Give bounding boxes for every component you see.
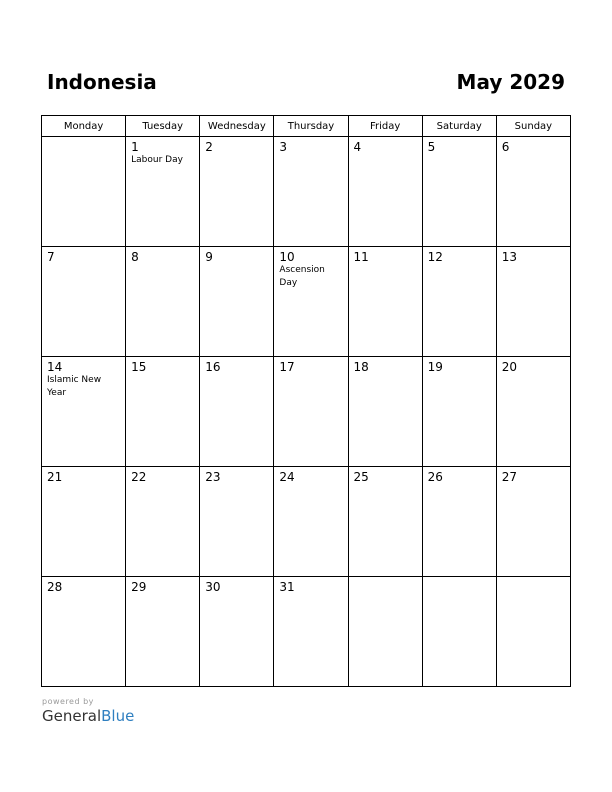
day-cell[interactable]	[274, 357, 348, 467]
day-cell[interactable]	[42, 467, 126, 577]
day-number: 26	[427, 470, 443, 484]
weekday-tuesday: Tuesday	[126, 116, 200, 137]
day-number: 20	[501, 360, 518, 374]
day-cell[interactable]	[126, 247, 200, 357]
weekday-header-row	[42, 116, 571, 137]
day-number: 10	[279, 250, 295, 264]
weekday-saturday: Saturday	[422, 116, 496, 137]
holiday-label: Ascension Day	[279, 265, 325, 288]
day-cell[interactable]	[200, 137, 274, 247]
day-cell[interactable]	[126, 357, 200, 467]
brand-general-text: General	[42, 707, 102, 725]
day-cell[interactable]	[496, 137, 570, 247]
weekday-friday: Friday	[348, 116, 422, 137]
day-number: 25	[353, 470, 369, 484]
day-number: 27	[501, 470, 518, 484]
day-cell[interactable]	[496, 247, 570, 357]
day-cell[interactable]	[348, 467, 422, 577]
weekday-wednesday: Wednesday	[200, 116, 274, 137]
day-number: 6	[501, 140, 510, 154]
day-cell[interactable]	[496, 467, 570, 577]
weekday-monday: Monday	[42, 116, 126, 137]
day-cell[interactable]	[126, 137, 200, 247]
day-cell[interactable]	[200, 247, 274, 357]
day-cell[interactable]	[200, 577, 274, 687]
day-cell	[496, 577, 570, 687]
day-number	[423, 577, 496, 580]
powered-by-label: powered by	[42, 697, 94, 706]
day-number: 15	[131, 360, 147, 374]
day-number: 16	[205, 360, 221, 374]
week-row	[42, 577, 571, 687]
day-number: 12	[427, 250, 443, 264]
weekday-sunday: Sunday	[496, 116, 570, 137]
day-cell[interactable]	[126, 467, 200, 577]
day-cell[interactable]	[274, 137, 348, 247]
week-row	[42, 467, 571, 577]
day-cell[interactable]	[200, 467, 274, 577]
day-number: 24	[279, 470, 295, 484]
week-row	[42, 357, 571, 467]
day-number: 5	[427, 140, 436, 154]
day-cell[interactable]	[422, 357, 496, 467]
calendar-header	[41, 70, 571, 100]
day-number: 4	[353, 140, 362, 154]
day-cell	[422, 577, 496, 687]
day-number: 9	[205, 250, 213, 264]
month-year-title: May 2029	[456, 70, 565, 94]
day-cell[interactable]	[274, 577, 348, 687]
day-cell[interactable]	[348, 247, 422, 357]
day-number: 31	[279, 580, 295, 594]
day-number: 7	[47, 250, 55, 264]
day-number: 23	[205, 470, 221, 484]
day-cell[interactable]	[274, 467, 348, 577]
day-number	[349, 577, 422, 580]
day-number: 22	[131, 470, 147, 484]
day-number: 29	[131, 580, 147, 594]
day-cell[interactable]	[422, 137, 496, 247]
day-number: 18	[353, 360, 369, 374]
holiday-label: Labour Day	[131, 155, 183, 165]
weekday-thursday: Thursday	[274, 116, 348, 137]
day-cell[interactable]	[42, 247, 126, 357]
day-number	[497, 577, 570, 580]
brand-blue-text: Blue	[101, 707, 135, 725]
day-number: 8	[131, 250, 139, 264]
footer-branding	[42, 697, 134, 725]
day-cell[interactable]	[200, 357, 274, 467]
day-number: 17	[279, 360, 295, 374]
country-title: Indonesia	[47, 70, 157, 94]
day-cell[interactable]	[348, 357, 422, 467]
day-number: 28	[47, 580, 63, 594]
day-cell[interactable]	[422, 247, 496, 357]
day-number: 3	[279, 140, 288, 154]
day-cell[interactable]	[274, 247, 348, 357]
day-cell[interactable]	[422, 467, 496, 577]
day-number: 11	[353, 250, 369, 264]
day-number: 30	[205, 580, 221, 594]
day-number: 21	[47, 470, 63, 484]
day-number: 2	[205, 140, 213, 154]
day-number: 1	[131, 140, 139, 154]
day-number	[42, 137, 125, 140]
day-number: 13	[501, 250, 518, 264]
week-row	[42, 137, 571, 247]
week-row	[42, 247, 571, 357]
day-cell[interactable]	[42, 577, 126, 687]
day-cell[interactable]	[496, 357, 570, 467]
day-cell[interactable]	[126, 577, 200, 687]
holiday-label: Islamic New Year	[47, 375, 102, 398]
day-cell[interactable]	[348, 137, 422, 247]
calendar-grid	[41, 115, 571, 687]
day-cell	[348, 577, 422, 687]
day-cell[interactable]	[42, 357, 126, 467]
day-number: 14	[47, 360, 63, 374]
day-cell	[42, 137, 126, 247]
generalblue-logo[interactable]	[42, 707, 134, 725]
day-number: 19	[427, 360, 443, 374]
